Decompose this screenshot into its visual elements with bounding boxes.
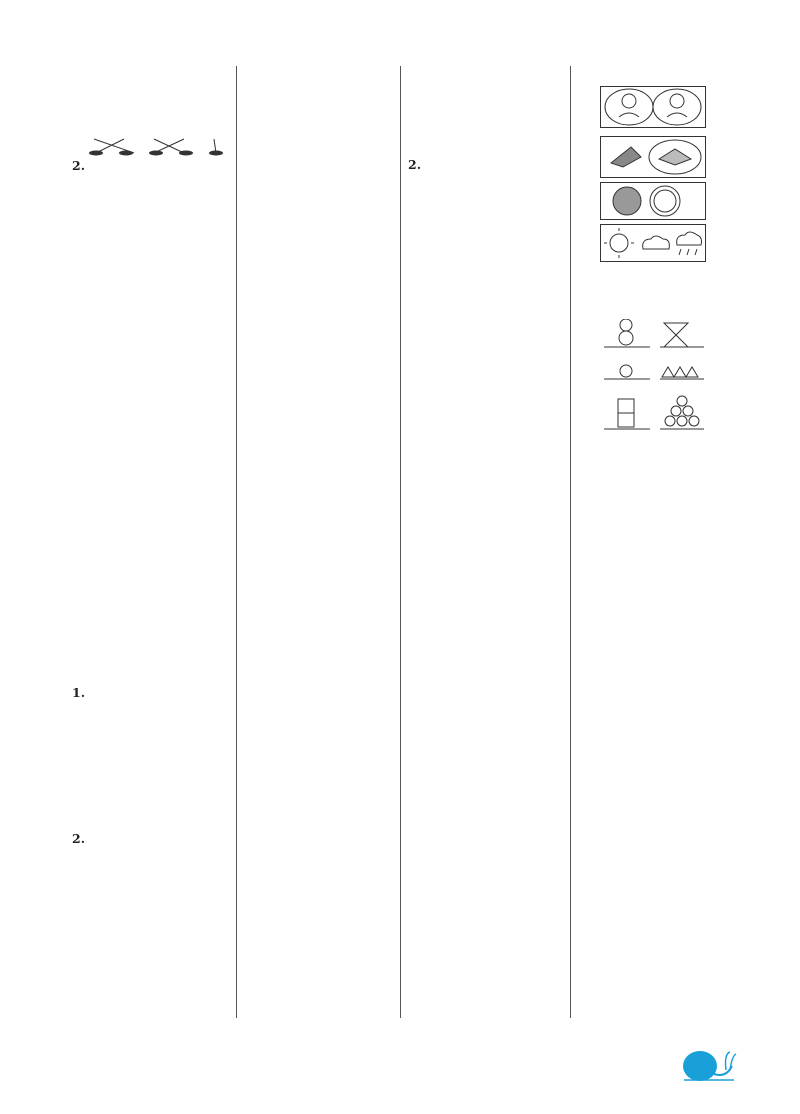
matching-robots [72, 121, 232, 157]
section-kousuan [242, 139, 392, 157]
section-yingyong [408, 223, 563, 241]
answer-row [72, 684, 232, 702]
answer-row [72, 284, 232, 302]
answer-row [72, 229, 232, 247]
count-shapes [578, 319, 728, 437]
answer-row [72, 411, 232, 429]
answer-row [72, 393, 232, 411]
column-3 [408, 66, 563, 423]
answer-row [72, 520, 232, 538]
chain-diagram [422, 157, 567, 223]
section-yingyong [72, 302, 232, 320]
lesson-1-title [408, 387, 563, 405]
section-kousuan [578, 282, 728, 300]
section-yingyong [242, 66, 392, 84]
answer-line [408, 350, 563, 368]
lesson-11-subtitle [72, 939, 232, 957]
lesson-12-title [242, 121, 392, 139]
section-kousuan [72, 375, 232, 393]
answer-line [408, 84, 563, 102]
answer-row [72, 739, 232, 757]
answer-row [72, 539, 232, 557]
number-chain: 2. [408, 157, 563, 223]
answer-row [72, 266, 232, 284]
answer-row [72, 211, 232, 229]
tiger-icon [600, 86, 706, 128]
lesson-9-title [72, 338, 232, 356]
answer-line [242, 321, 392, 339]
unit-6-test-title [408, 278, 563, 296]
section-yingyong [242, 157, 392, 175]
picture-answers [578, 84, 728, 264]
bird-icon [600, 136, 706, 178]
lesson-8-title [72, 66, 232, 84]
item-2-grid [72, 157, 232, 303]
robot-figure-icon [84, 121, 234, 157]
section-yingyong [72, 884, 232, 902]
answer-row [72, 466, 232, 484]
answer-line [408, 241, 563, 259]
circle-shapes [600, 182, 706, 220]
lesson-9-subtitle [72, 357, 232, 375]
answer-line [242, 230, 392, 248]
answer-line [408, 102, 563, 120]
answer-row [72, 157, 232, 175]
lesson-8-subtitle [72, 84, 232, 102]
answer-note [242, 248, 392, 266]
answer-row [72, 702, 232, 720]
column-4 [578, 66, 728, 491]
section-kousuan [408, 139, 563, 157]
answer-line [72, 611, 232, 629]
lesson-14-title [242, 339, 392, 357]
column-2 [242, 66, 392, 375]
section-yingyong [408, 66, 563, 84]
weather-icons [600, 224, 706, 262]
page-number-badge [680, 1044, 738, 1084]
section-kousuan [242, 284, 392, 302]
item-label: 1. [72, 685, 86, 700]
lesson-9-grid [72, 393, 232, 593]
lesson-11-title [72, 920, 232, 938]
answer-line [242, 84, 392, 102]
section-yingyong [72, 593, 232, 611]
answer-line [408, 259, 563, 277]
section-kousuan [242, 357, 392, 375]
answer-line [242, 102, 392, 120]
answer-line [408, 332, 563, 350]
lesson-2-title [578, 264, 728, 282]
section-kousuan [578, 473, 728, 491]
answer-row [72, 811, 232, 829]
section-yingyong [578, 301, 728, 319]
answer-line [242, 175, 392, 193]
answer-line [242, 193, 392, 211]
lesson-15-title [408, 121, 563, 139]
answer-line [242, 212, 392, 230]
answer-row [72, 775, 232, 793]
answer-row [72, 830, 232, 848]
answer-line [72, 902, 232, 920]
answer-row [72, 429, 232, 447]
answer-row [72, 175, 232, 193]
answer-row [72, 793, 232, 811]
answer-row [72, 502, 232, 520]
lesson-10-subtitle [72, 648, 232, 666]
lesson-10-title [72, 629, 232, 647]
answer-row [72, 193, 232, 211]
answer-row [72, 448, 232, 466]
lesson-13-title [242, 266, 392, 284]
section-yingyong [578, 66, 728, 84]
section-kousuan [408, 405, 563, 423]
snail-icon [680, 1044, 738, 1084]
lesson-10-item-2 [72, 830, 232, 885]
answer-row [72, 848, 232, 866]
answer-row [72, 866, 232, 884]
section-kousuan [72, 666, 232, 684]
answer-row [72, 557, 232, 575]
answer-row [72, 248, 232, 266]
lesson-3-title [578, 455, 728, 473]
section-kousuan [72, 102, 232, 120]
section-yingyong [408, 314, 563, 332]
lesson-10-item-1 [72, 684, 232, 830]
section-kousuan [72, 957, 232, 975]
item-label: 2. [72, 830, 86, 846]
item-label: 2. [72, 157, 86, 173]
answer-row [72, 484, 232, 502]
answer-row [72, 720, 232, 738]
answer-row [72, 757, 232, 775]
section-kousuan [408, 296, 563, 314]
unit-7-title [408, 368, 563, 386]
column-1 [72, 66, 232, 975]
section-yingyong [242, 302, 392, 320]
answer-row [72, 575, 232, 593]
count-answers-row [578, 437, 728, 455]
answer-line [72, 320, 232, 338]
